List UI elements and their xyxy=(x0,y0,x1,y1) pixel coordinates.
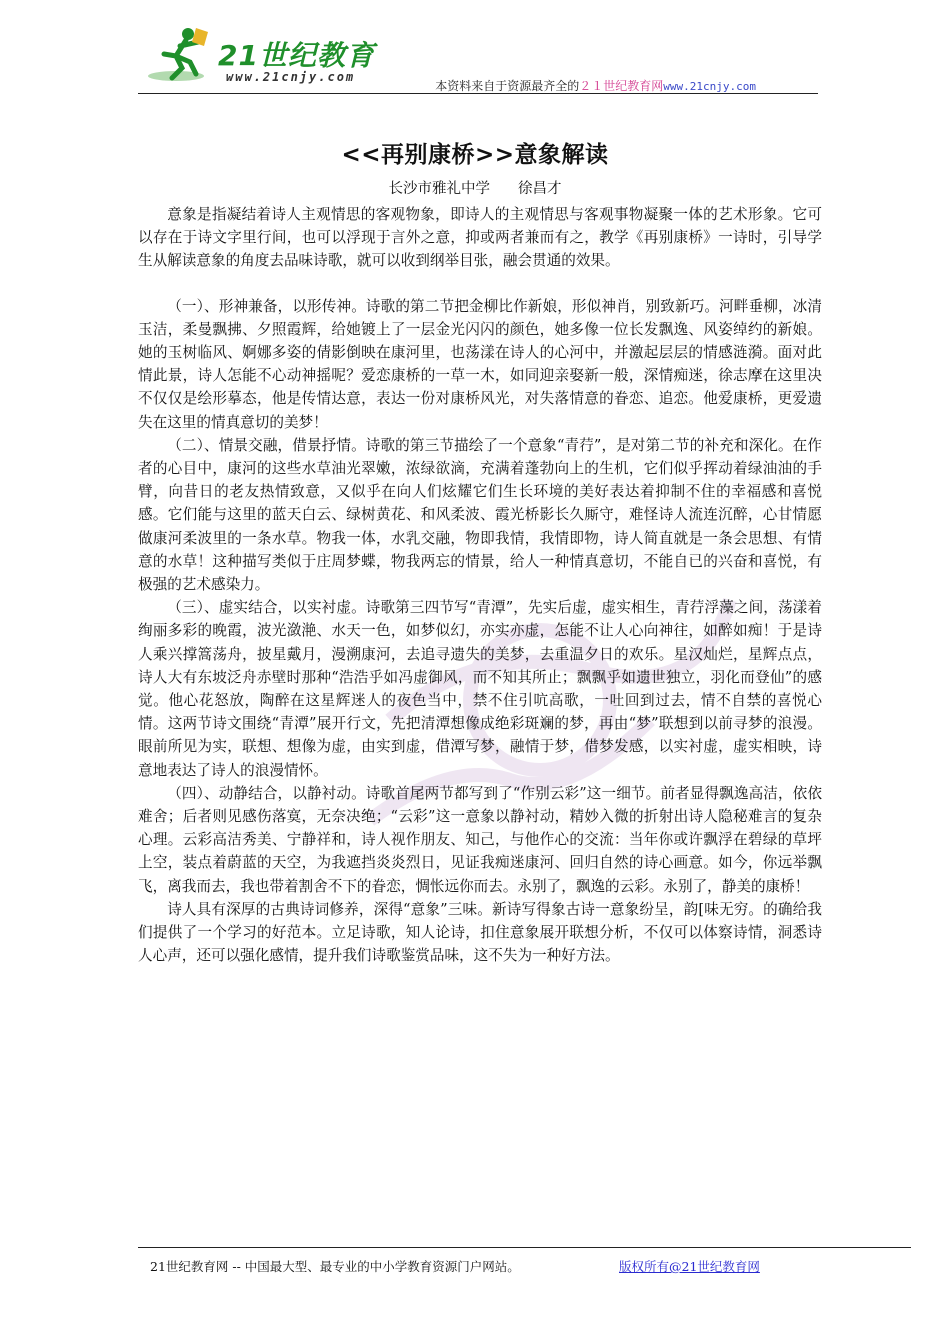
paragraph-intro: 意象是指凝结着诗人主观情思的客观物象，即诗人的主观情思与客观事物凝聚一体的艺术形象。它可以存在于诗文字里行间，也可以浮现于言外之意，抑或两者兼而有之，教学《再别康桥》一诗时，引导学生从解读意象的角度去品味诗歌，就可以收到纲举目张，融会贯通的效果。 xyxy=(138,206,822,270)
paragraph-conclusion: 诗人具有深厚的古典诗词修养，深得“意象”三味。新诗写得象古诗一意象纷呈，韵[味无穷。的确给我们提供了一个学习的好范本。立足诗歌，知人论诗，扣住意象展开联想分析，不仅可以体察诗情，洞悉诗人心声，还可以强化感情，提升我们诗歌鉴赏品味，这不失为一种好方法。 xyxy=(138,900,822,965)
runner-logo-icon xyxy=(146,24,216,86)
article-byline xyxy=(0,177,950,198)
paragraph-section-3: （三）、虚实结合，以实衬虚。诗歌第三四节写“青潭”，先实后虚，虚实相生，青荇浮藻之间，荡漾着绚丽多彩的晚霞，波光潋滟、水天一色，如梦似幻，亦实亦虚，怎能不让人心向神往，如醉如痴！于是诗人乘兴撑篙荡舟，披星戴月，漫溯康河，去追寻遗失的美梦，去重温夕日的欢乐。星汉灿烂，星辉点点，诗人大有东坡泛舟赤壁时那种“浩浩乎如冯虚御风，而不知其所止；飘飘乎如遗世独立，羽化而登仙”的感觉。他心花怒放，陶醉在这星辉迷人的夜色当中，禁不住引吭高歌，一吐回到过去，情不自禁的喜悦心情。这两节诗文围绕“青潭”展开行文，先把清潭想像成绝彩斑斓的梦，再由“梦”联想到以前寻梦的浪漫。眼前所见为实，联想、想像为虚，由实到虚，借潭写梦，融情于梦，借梦发感，以实衬虚，虚实相映，诗意地表达了诗人的浪漫情怀。 xyxy=(138,599,822,779)
article-body xyxy=(138,203,822,968)
header-note-prefix: 本资料来自于资源最齐全的 xyxy=(435,79,580,93)
header-site-url[interactable]: www.21cnjy.com xyxy=(663,80,756,93)
footer-divider xyxy=(138,1247,911,1248)
header-divider xyxy=(138,93,818,94)
author-name: 徐昌才 xyxy=(518,181,562,197)
paragraph-section-4: （四）、动静结合，以静衬动。诗歌首尾两节都写到了“作别云彩”这一细节。前者显得飘逸高洁，依依难舍；后者则见感伤落寞，无奈决绝；“云彩”这一意象以静衬动，精妙入微的折射出诗人隐秘难言的复杂心理。云彩高洁秀美、宁静祥和，诗人视作朋友、知己，与他作心的交流：当年你或许飘浮在碧绿的草坪上空，装点着蔚蓝的天空，为我遮挡炎炎烈日，见证我痴迷康河、回归自然的诗心画意。如今，你远举飘飞，离我而去，我也带着割舍不下的眷恋，惆怅远你而去。永别了，飘逸的云彩。永别了，静美的康桥！ xyxy=(138,784,822,895)
header-site-link[interactable]: ２１世纪教育网 xyxy=(579,79,664,93)
footer-site-description: 21世纪教育网 -- 中国最大型、最专业的中小学教育资源门户网站。 xyxy=(150,1259,520,1274)
paragraph-section-1: （一）、形神兼备，以形传神。诗歌的第二节把金柳比作新娘，形似神肖，别致新巧。河畔垂柳，冰清玉洁，柔曼飘拂、夕照霞辉，给她镀上了一层金光闪闪的颜色，她多像一位长发飘逸、风姿绰约的新娘。她的玉树临风、婀娜多姿的倩影倒映在康河里，也荡漾在诗人的心河中，并激起层层的情感涟漪。面对此情此景，诗人怎能不心动神摇呢？爱恋康桥的一草一木，如同迎亲娶新一般，深情痴迷，徐志摩在这里决不仅仅是绘形摹态，他是传情达意，表达一份对康桥风光，对失落情意的眷恋、追恋。他爱康桥，更爱遗失在这里的情真意切的美梦！ xyxy=(138,297,822,431)
author-school: 长沙市雅礼中学 xyxy=(388,181,490,197)
logo-url: www.21cnjy.com xyxy=(226,70,356,84)
article-title: <<再别康桥>>意象解读 xyxy=(341,142,609,168)
site-logo[interactable] xyxy=(146,22,386,88)
paragraph-section-2: （二）、情景交融，借景抒情。诗歌的第三节描绘了一个意象“青荇”，是对第二节的补充和深化。在作者的心目中，康河的这些水草油光翠嫩，浓绿欲滴，充满着蓬勃向上的生机，它们似乎挥动着绿油油的手臂，向昔日的老友热情致意，又似乎在向人们炫耀它们生长环境的美好表达着抑制不住的幸福感和喜悦感。它们能与这里的蓝天白云、绿树黄花、和风柔波、霞光桥影长久厮守，难怪诗人流连沉醉，心甘情愿做康河柔波里的一条水草。物我一体，水乳交融，物即我情，我情即物，诗人简直就是一条会思想、有情意的水草！这种描写类似于庄周梦蝶，物我两忘的情景，给人一种情真意切，不能自已的兴奋和喜悦，有极强的艺术感染力。 xyxy=(138,436,822,594)
logo-wordmark: 21世纪教育 xyxy=(218,39,375,72)
page-header xyxy=(138,22,818,96)
header-source-note xyxy=(435,77,756,94)
footer-copyright-link[interactable]: 版权所有@21世纪教育网 xyxy=(619,1259,760,1274)
